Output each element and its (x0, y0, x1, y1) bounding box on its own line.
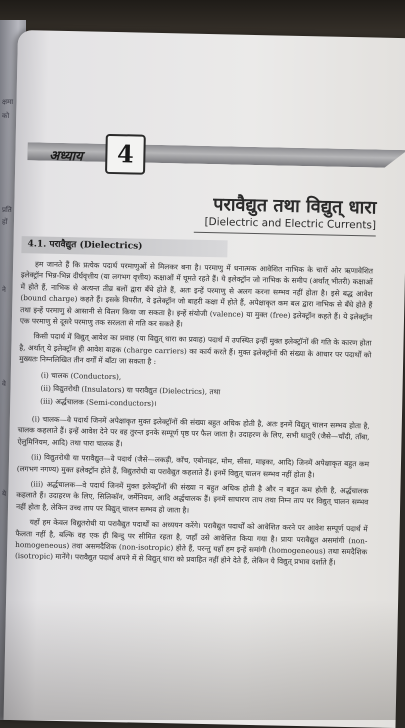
left-page-text: हों (2, 218, 8, 226)
chapter-number: 4 (105, 134, 146, 175)
class-list (18, 369, 371, 415)
chapter-title-hindi: परावैद्युत तथा विद्युत् धारा (213, 194, 377, 219)
definition-insulator: (ii) विद्युतरोधी या परावैद्युत—वे पदार्थ (जैसे—लकड़ी, काँच, एबोनाइट, मोम, सीसा, माइका, आदि) जिनमें अपेक्षाकृत बहुत कम (लगभग नगण्य) मुक्त इलेक्ट्रॉन होते हैं, विद्युतरोधी या परावैद्युत कहलाते हैं। इनमें विद्युत् चालन सम्भव नहीं होता है। (16, 452, 370, 479)
book-page (4, 30, 405, 728)
left-page-text: वे (2, 380, 6, 388)
title-underline (194, 232, 376, 237)
left-page-text: ने (2, 286, 6, 294)
chapter-word: अध्याय (49, 148, 83, 165)
left-page-text: क्षमा (2, 98, 14, 106)
left-page-text: प्रति (2, 206, 12, 214)
section-heading: 4.1. परावैद्युत (Dielectrics) (21, 236, 227, 257)
left-page-text: ये (2, 490, 7, 498)
class-item: (i) चालक (Conductors), (40, 370, 122, 381)
closing-paragraph: यहाँ हम केवल विद्युतरोधी या परावैद्युत पदार्थों का अध्ययन करेंगे। परावैद्युत पदार्थों को आवेशित करने पर आवेश सम्पूर्ण पदार्थ में फैलता नहीं है, बल्कि वह एक ही बिन्दु पर सीमित रहता है, जहाँ उसे आवेशित किया गया है। प्रायः परावैद्युत असमांगी (non-homogeneous) तथा असमदैशिक (non-isotropic) होते हैं, परन्तु यहाँ हम इन्हें समांगी (homogeneous) तथा समदैशिक (isotropic) मानेंगे। परावैद्युत पदार्थ अपने में से विद्युत् धारा को प्रवाहित नहीं होने देते हैं, लेकिन ये विद्युत् प्रभाव दर्शाते हैं। (14, 517, 368, 568)
body-text (15, 258, 373, 573)
paragraph: हम जानते हैं कि प्रत्येक पदार्थ परमाणुओं से मिलकर बना है। परमाणु में धनात्मक आवेशित नाभिक के चारों ओर ऋणावेशित इलेक्ट्रॉन भिन्न-भिन्न दीर्घवृत्तीय (या लगभग वृत्तीय) कक्षाओं में घूमते रहते हैं। ये इलेक्ट्रॉन जो नाभिक के समीप (अर्थात् भीतरी) कक्षाओं में होते हैं, नाभिक से अत्यन्त तीव्र बलों द्वारा बँधे होते हैं, अतः इन्हें परमाणु से अलग करना सम्भव नहीं होता है। इसे बद्ध आवेश (bound charge) कहते हैं। इसके विपरीत, वे इलेक्ट्रॉन जो बाहरी कक्षा में होते हैं, अपेक्षाकृत कम बल द्वारा नाभिक से बँधे होते हैं तथा इन्हें परमाणु से आसानी से विलग किया जा सकता है। इन्हें संयोजी (valence) या मुक्त (free) इलेक्ट्रॉन कहते हैं। ये इलेक्ट्रॉन एक परमाणु से दूसरे परमाणु तक सरलता से गति कर सकते हैं। (19, 259, 374, 329)
chapter-title-english: [Dielectric and Electric Currents] (204, 215, 377, 232)
definition-conductor: (i) चालक—वे पदार्थ जिनमें अपेक्षाकृत मुक्त इलेक्ट्रॉनों की संख्या बहुत अधिक होती है, अतः इनमें विद्युत् चालन सम्भव होता है, चालक कहलाते हैं। इन्हें आवेश देने पर वह तुरन्त इनके सम्पूर्ण पृष्ठ पर फैल जाता है। उदाहरण के लिए, सभी धातुएँ (जैसे—चाँदी, ताँबा, ऐलुमिनियम, आदि) तथा पारा चालक हैं। (17, 414, 370, 448)
chapter-banner (27, 132, 405, 178)
left-page-text: को (2, 112, 10, 120)
paragraph: किसी पदार्थ में विद्युत् आवेश का प्रवाह (या विद्युत् धारा का प्रवाह) पदार्थ में उपस्थित इन्हीं मुक्त इलेक्ट्रॉनों की गति के कारण होता है, अर्थात् ये इलेक्ट्रॉन ही आवेश वाहक (charge carriers) का कार्य करते हैं। मुक्त इलेक्ट्रॉनों की संख्या के आधार पर पदार्थों को मुख्यतः निम्नलिखित तीन वर्गों में बाँटा जा सकता है : (19, 331, 372, 367)
class-item: (iii) अर्द्धचालक (Semi-conductors)। (40, 397, 157, 409)
chapter-band (27, 142, 405, 168)
definition-semiconductor: (iii) अर्द्धचालक—वे पदार्थ जिनमें मुक्त इलेक्ट्रॉनों की संख्या न बहुत अधिक होती है और न बहुत कम होती है, अर्द्धचालक कहलाते हैं। उदाहरण के लिए, सिलिकॉन, जर्मेनियम, आदि अर्द्धचालक हैं। इनमें साधारण ताप तथा निम्न ताप पर विद्युत् चालन सम्भव नहीं होता है, लेकिन उच्च ताप पर विद्युत् चालन सम्भव हो जाता है। (15, 479, 369, 515)
class-item: (ii) विद्युतरोधी (Insulators) या परावैद्युत (Dielectrics), तथा (40, 383, 221, 397)
